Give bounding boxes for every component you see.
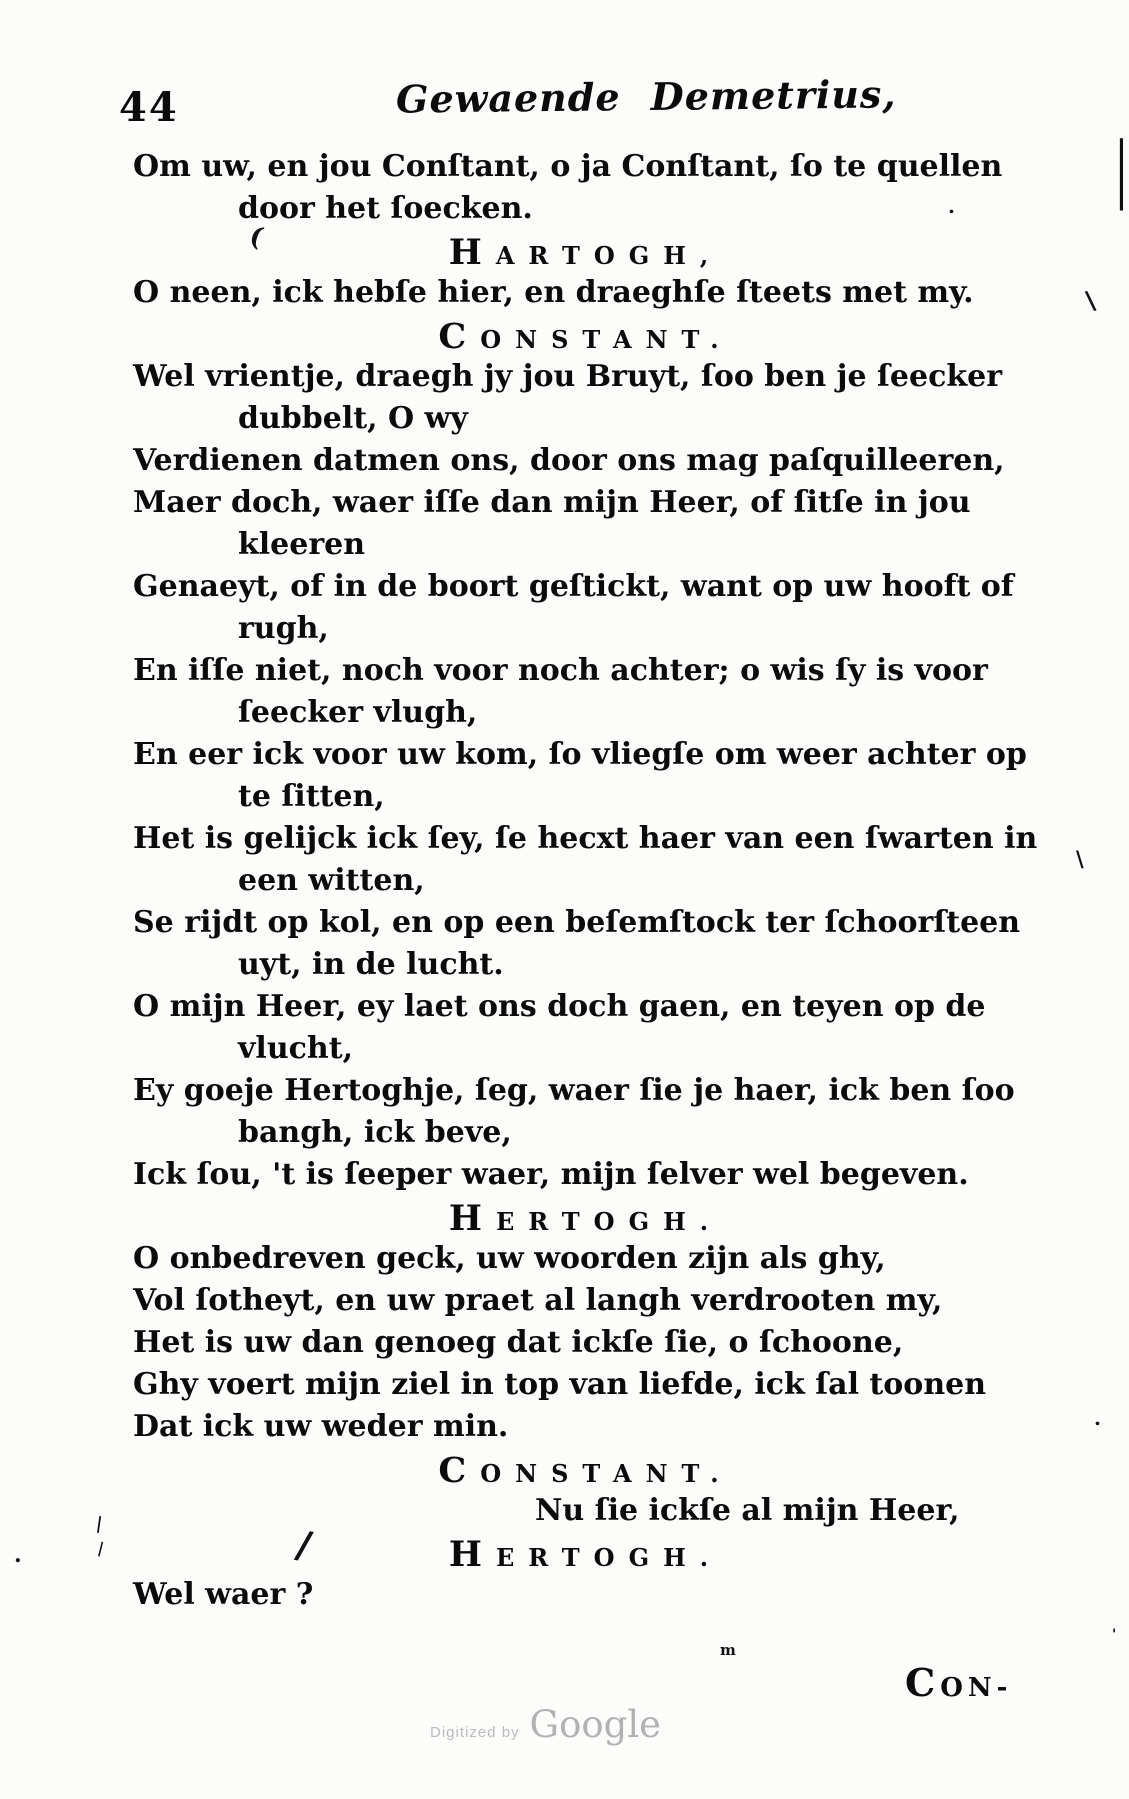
- text-line: Wel vrientje, draegh jy jou Bruyt, ſoo ben je ſeecker: [133, 359, 1003, 394]
- text-line: uyt, in de lucht.: [238, 947, 504, 982]
- text-line: Se rijdt op kol, en op een beſemſtock ter ſchoorſteen: [133, 905, 1021, 940]
- text-line: Ey goeje Hertoghje, ſeg, waer ſie je haer, ick ben ſoo: [133, 1073, 1015, 1108]
- text-line: rugh,: [238, 611, 329, 646]
- text-line: CONSTANT.: [438, 316, 733, 357]
- ink-mark: .: [14, 1542, 22, 1568]
- ink-mark: /: [292, 1521, 316, 1568]
- watermark-prefix: Digitized by: [430, 1724, 520, 1741]
- text-line: kleeren: [238, 527, 366, 562]
- text-line: bangh, ick beve,: [238, 1115, 512, 1150]
- text-line: Nu ſie ickſe al mijn Heer,: [535, 1493, 960, 1528]
- page-number: 44: [119, 84, 179, 131]
- text-line: En eer ick voor uw kom, ſo vliegſe om weer achter op: [133, 737, 1027, 772]
- google-watermark: [430, 1703, 661, 1746]
- text-line: O onbedreven geck, uw woorden zijn als ghy,: [133, 1241, 886, 1276]
- text-line: vlucht,: [238, 1031, 354, 1066]
- text-line: Het is gelijck ick ſey, ſe hecxt haer van een ſwarten in: [133, 821, 1038, 856]
- text-line: Wel waer ?: [133, 1577, 314, 1612]
- text-line: CONSTANT.: [438, 1450, 733, 1491]
- text-line: te ſitten,: [238, 779, 385, 814]
- text-line: O mijn Heer, ey laet ons doch gaen, en teyen op de: [133, 989, 986, 1024]
- text-line: En iſſe niet, noch voor noch achter; o wis ſy is voor: [133, 653, 988, 688]
- text-line: Genaeyt, of in de boort geſtickt, want op uw hooft of: [133, 569, 1014, 604]
- play-text: [133, 146, 1038, 1616]
- text-line: een witten,: [238, 863, 425, 898]
- text-line: HARTOGH,: [448, 232, 723, 273]
- ink-mark: \: [1076, 846, 1084, 871]
- ink-mark: |: [96, 1538, 106, 1558]
- text-line: Ick ſou, 't is ſeeper waer, mijn ſelver wel begeven.: [133, 1157, 969, 1192]
- ink-mark: (: [245, 220, 267, 254]
- ink-mark: |: [1116, 128, 1127, 213]
- ink-mark: |: [94, 1513, 104, 1535]
- text-line: HERTOGH.: [448, 1534, 723, 1575]
- text-line: dubbelt, O wy: [238, 401, 468, 436]
- ink-mark: .: [1094, 1406, 1101, 1430]
- text-line: Dat ick uw weder min.: [133, 1409, 509, 1444]
- text-line: Vol ſotheyt, en uw praet al langh verdrooten my,: [133, 1283, 943, 1318]
- text-line: Verdienen datmen ons, door ons mag paſquilleeren,: [133, 443, 1005, 478]
- text-line: ſeecker vlugh,: [238, 695, 478, 730]
- text-line: O neen, ick hebſe hier, en draeghſe ſteets met my.: [133, 275, 974, 310]
- text-line: Ghy voert mijn ziel in top van liefde, ick ſal toonen: [133, 1367, 987, 1402]
- text-line: Maer doch, waer iſſe dan mijn Heer, of ſitſe in jou: [133, 485, 971, 520]
- running-title: Gewaende Demetrius,: [395, 71, 897, 122]
- text-line: Het is uw dan genoeg dat ickſe ſie, o ſchoone,: [133, 1325, 904, 1360]
- ink-mark: m: [720, 1641, 734, 1659]
- ink-mark: ': [1112, 1627, 1117, 1643]
- catchword: CON-: [905, 1660, 1013, 1705]
- text-line: Om uw, en jou Conſtant, o ja Conſtant, ſo te quellen: [133, 149, 1003, 184]
- text-line: door het ſoecken.: [238, 191, 533, 226]
- google-logo: Google: [529, 1703, 662, 1746]
- ink-mark: .: [948, 194, 955, 218]
- text-line: HERTOGH.: [448, 1198, 723, 1239]
- ink-mark: \: [1084, 285, 1098, 316]
